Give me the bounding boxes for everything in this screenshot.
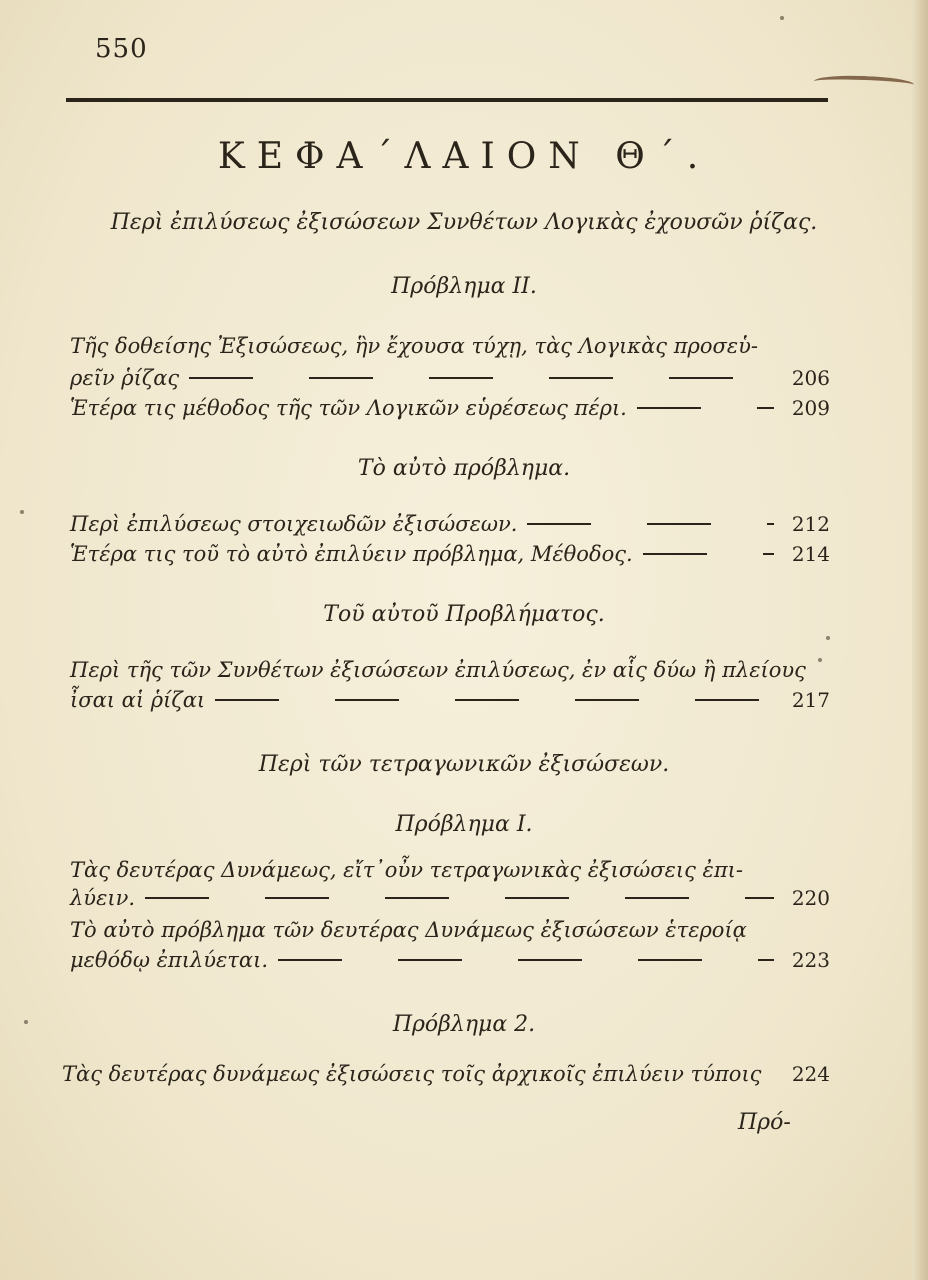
section-heading: Πρόβλημα 2. xyxy=(392,1012,536,1037)
paper-speck xyxy=(24,1020,28,1024)
section-heading: Τὸ αὐτὸ πρόβλημα. xyxy=(357,456,571,481)
leader-dashes xyxy=(215,699,774,701)
toc-entry-text: Τῆς δοθείσης Ἐξισώσεως, ἣν ἔχουσα τύχῃ, τὰς Λογικὰς προσεὑ- xyxy=(70,334,758,358)
toc-entry-line xyxy=(70,858,830,882)
toc-page-ref: 214 xyxy=(791,542,830,566)
page-number: 550 xyxy=(95,34,148,64)
toc-entry xyxy=(70,542,830,566)
toc-entry xyxy=(70,366,830,390)
toc-entry-text: λύειν. xyxy=(70,886,136,910)
section-heading: Πρόβλημα II. xyxy=(391,274,537,299)
leader-dashes xyxy=(278,959,774,961)
toc-entry-line xyxy=(70,918,830,942)
toc-page-ref: 224 xyxy=(791,1062,830,1086)
toc-entry-text: Τὰς δευτέρας δυνάμεως ἐξισώσεις τοῖς ἀρχικοῖς ἐπιλύειν τύποις xyxy=(62,1062,762,1086)
toc-page-ref: 220 xyxy=(791,886,830,910)
toc-entry-line xyxy=(70,334,830,358)
chapter-title: ΚΕΦΑ΄ΛΑΙΟΝ Θ΄. xyxy=(217,136,711,177)
toc-page-ref: 223 xyxy=(791,948,830,972)
toc-entry xyxy=(70,688,830,712)
catchword: Πρό- xyxy=(738,1110,791,1135)
leader-dashes xyxy=(527,523,774,525)
toc-page-ref: 212 xyxy=(791,512,830,536)
toc-page-ref: 206 xyxy=(791,366,830,390)
toc-entry-text: ρεῖν ῥίζας xyxy=(70,366,180,390)
header-rule xyxy=(66,98,828,102)
toc-entry-text: ἶσαι αἱ ῥίζαι xyxy=(70,688,206,712)
leader-dashes xyxy=(643,553,774,555)
chapter-subtitle: Περὶ ἐπιλύσεως ἐξισώσεων Συνθέτων Λογικὰς ἐχουσῶν ῥίζας. xyxy=(110,210,818,235)
leader-blank xyxy=(771,1073,774,1075)
toc-page-ref: 209 xyxy=(791,396,830,420)
toc-entry-text: μεθόδῳ ἐπιλύεται. xyxy=(70,948,269,972)
section-heading: Τοῦ αὐτοῦ Προβλήματος. xyxy=(323,602,605,627)
section-heading: Περὶ τῶν τετραγωνικῶν ἐξισώσεων. xyxy=(258,752,670,777)
paper-speck xyxy=(780,16,784,20)
toc-entry-line xyxy=(70,658,830,682)
paper-speck xyxy=(20,510,24,514)
leader-dashes xyxy=(189,377,774,379)
page-edge xyxy=(912,0,928,1280)
toc-entry-text: Τὰς δευτέρας Δυνάμεως, εἴτ᾽οὖν τετραγωνικὰς ἐξισώσεις ἐπι- xyxy=(70,858,743,882)
toc-entry-text: Τὸ αὐτὸ πρόβλημα τῶν δευτέρας Δυνάμεως ἐξισώσεων ἑτεροίᾳ xyxy=(70,918,747,942)
toc-entry-text: Ἑτέρα τις μέθοδος τῆς τῶν Λογικῶν εὑρέσεως πέρι. xyxy=(70,396,627,420)
toc-entry-text: Περὶ τῆς τῶν Συνθέτων ἐξισώσεων ἐπιλύσεως, ἐν αἷς δύω ἢ πλείους xyxy=(70,658,806,682)
toc-entry xyxy=(70,396,830,420)
toc-entry xyxy=(70,948,830,972)
toc-entry xyxy=(70,886,830,910)
toc-entry-text: Περὶ ἐπιλύσεως στοιχειωδῶν ἐξισώσεων. xyxy=(70,512,518,536)
toc-entry-text: Ἑτέρα τις τοῦ τὸ αὐτὸ ἐπιλύειν πρόβλημα, Μέθοδος. xyxy=(70,542,633,566)
section-heading: Πρόβλημα I. xyxy=(395,812,533,837)
leader-dashes xyxy=(637,407,774,409)
toc-entry xyxy=(62,1062,830,1086)
leader-dashes xyxy=(145,897,774,899)
paper-speck xyxy=(826,636,830,640)
toc-page-ref: 217 xyxy=(791,688,830,712)
paper-speck xyxy=(818,658,822,662)
toc-entry xyxy=(70,512,830,536)
